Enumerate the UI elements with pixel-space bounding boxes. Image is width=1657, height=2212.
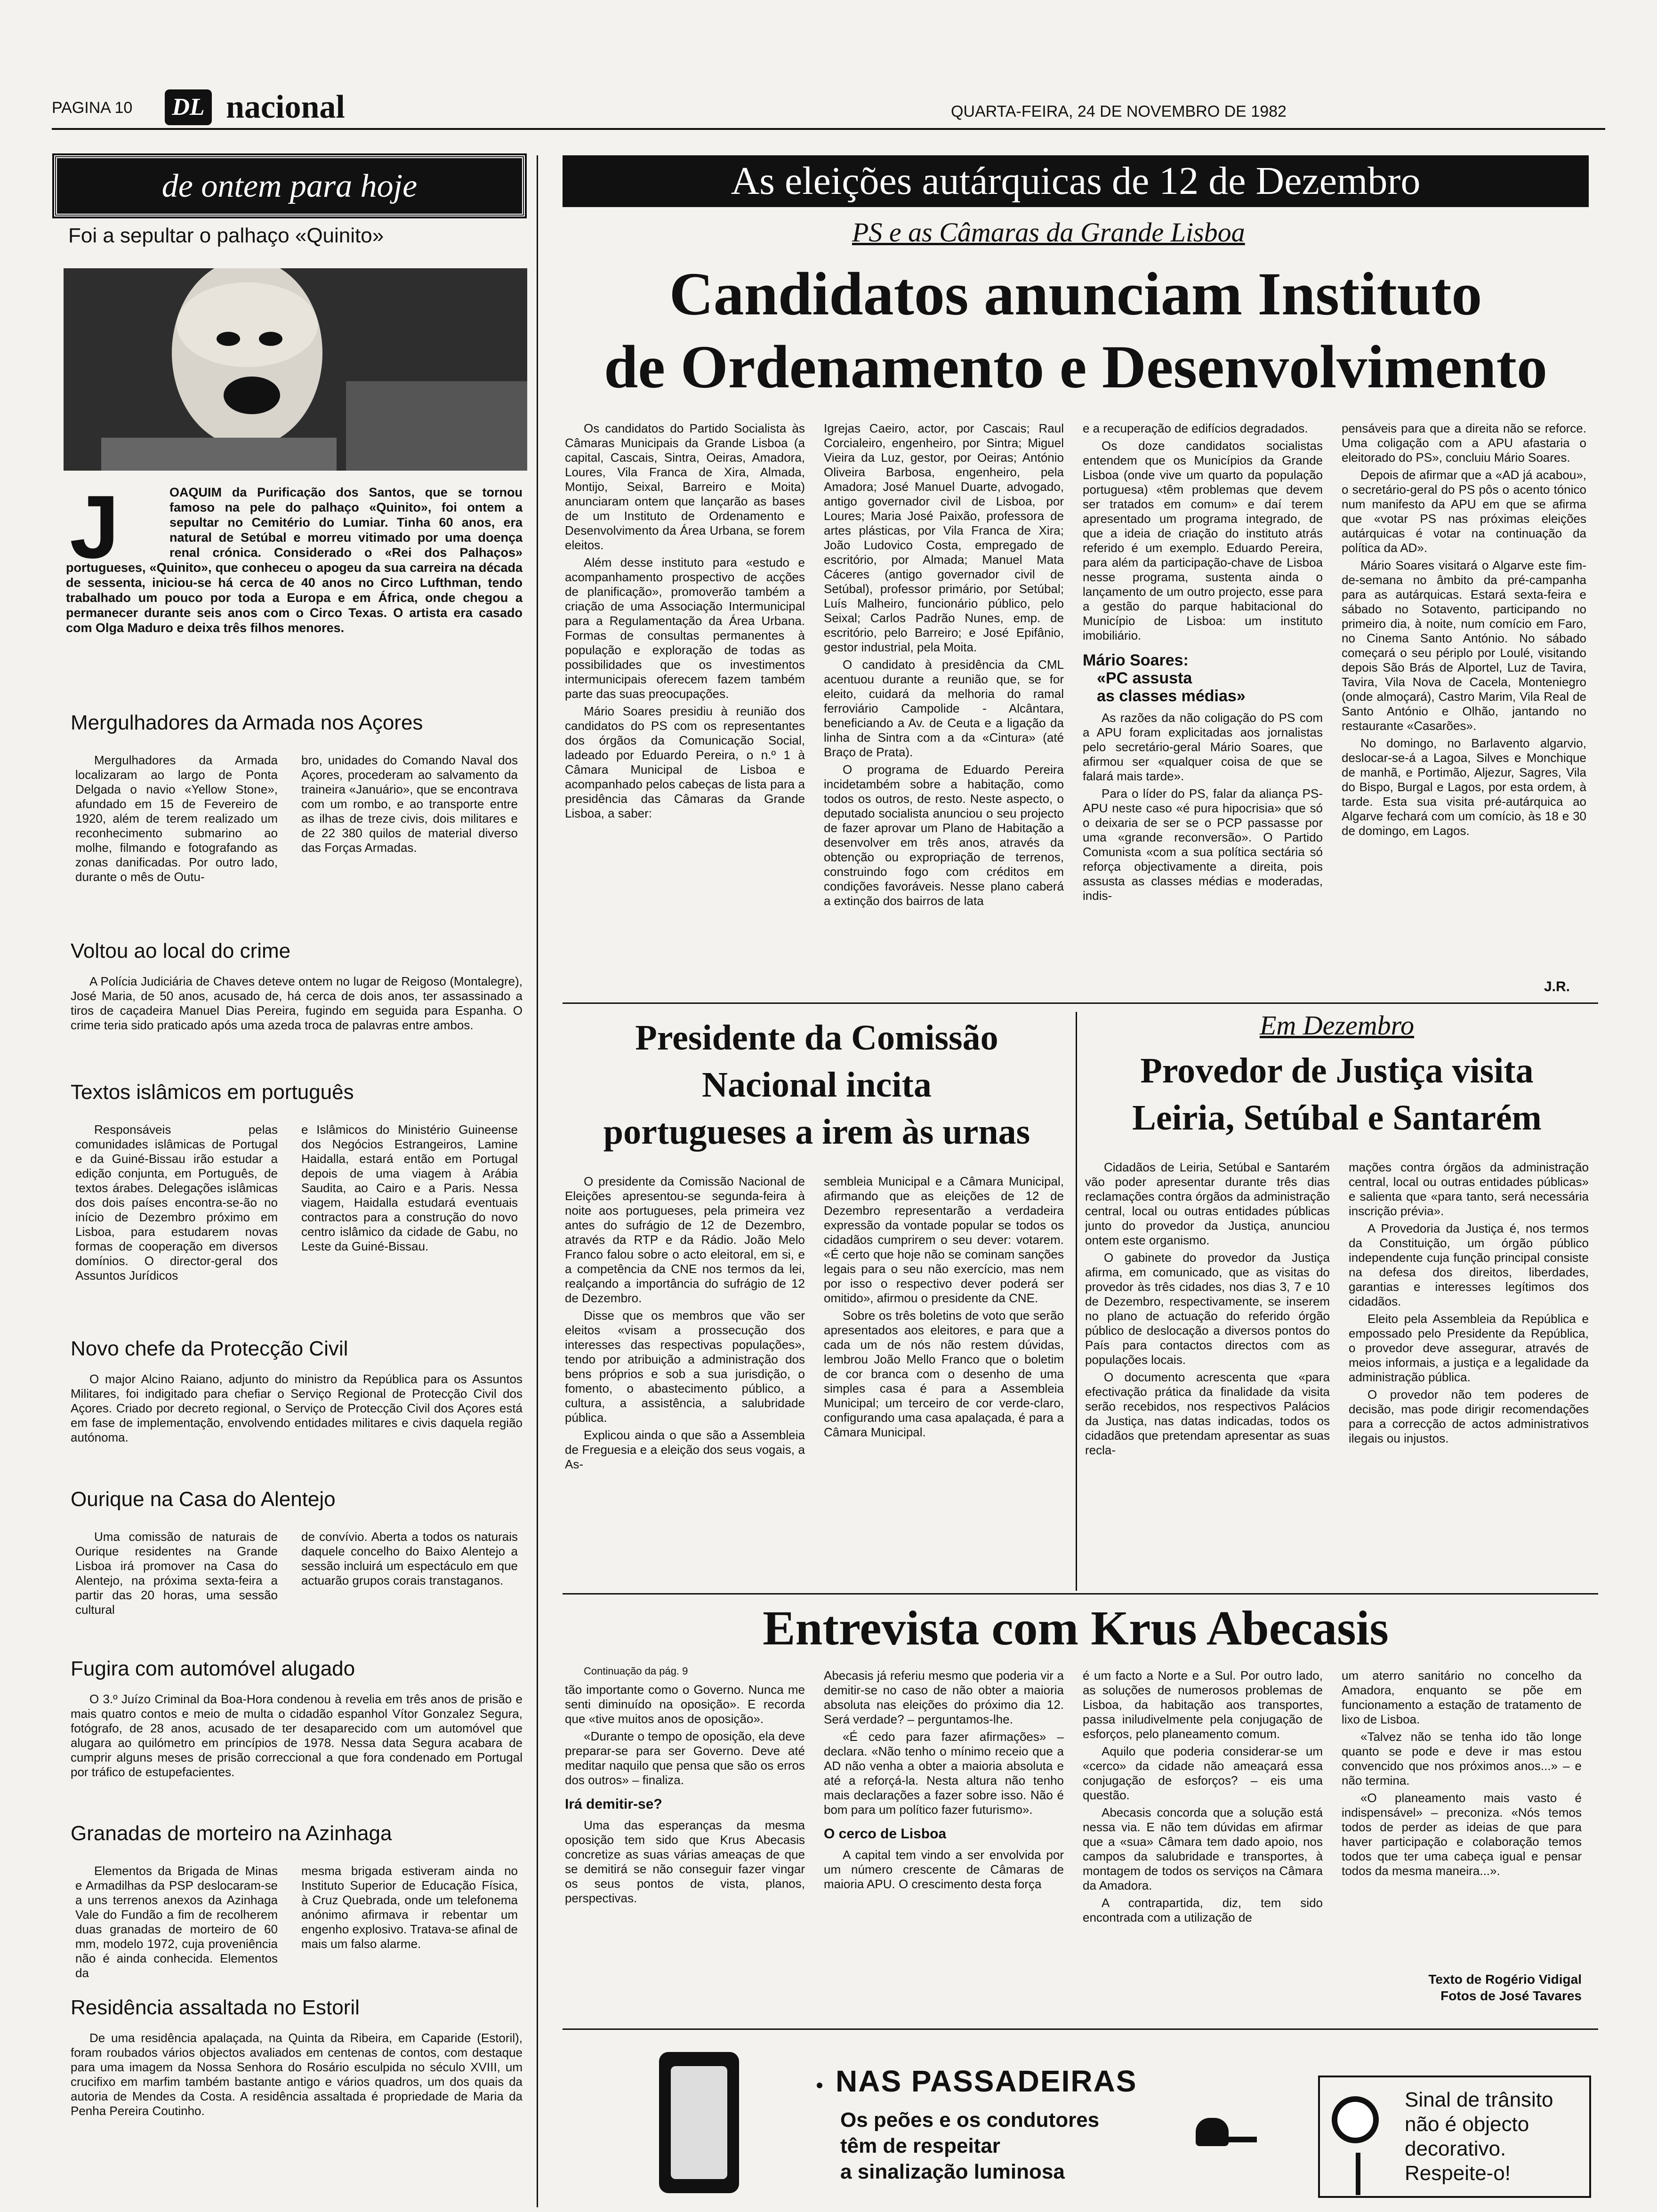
mortar-title: Granadas de morteiro na Azinhaga: [71, 1822, 392, 1845]
ad-line3: a sinalização luminosa: [840, 2160, 1065, 2183]
divers-title: Mergulhadores da Armada nos Açores: [71, 711, 423, 734]
interview-headline: Entrevista com Krus Abecasis: [763, 1601, 1389, 1655]
main-col1: Os candidatos do Partido Socialista às Câmaras Municipais da Grande Lisboa (a capital, Cascais, Sintra, Oeiras, Amadora, Loures, Vila Franca de Xira, Almada, Montijo, Seixal, Barreiro e Moita) anunciaram ontem que lançarão as bases de um Instituto de Ordenamento e Desenvolvimento da Área Urbana, se forem eleitos. Além desse instituto para «estudo e acompanhamento prospectivo de acções de planificação», promoverão também a criação de uma Associação Intermunicipal para a Regulamentação da Área Urbana. Formas de consultas permanentes à população e exploração de todas as possibilidades que os investimentos intermunicipais oferecem fazem também parte das suas preocupações. Mário Soares presidiu à reunião dos candidatos do PS com os representantes dos órgãos da Comunicação Social, ladeado por Eduardo Pereira, o n.º 1 à Câmara Municipal de Lisboa e acompanhado pelos cabeças de lista para a presidência das Câmaras da Grande Lisboa, a saber:: [565, 421, 805, 820]
president-col2: sembleia Municipal e a Câmara Municipal, afirmando que as eleições de 12 de Dezembro representarão a verdadeira expressão da vontade popular se todos os cidadãos cumprirem o seu dever: votarem. «É certo que hoje não se cominam sanções legais para o seu não exercício, mas nem por isso o respectivo dever poderá ser omitido», afirmou o presidente da CNE. Sobre os três boletins de voto que serão apresentados aos eleitores, e para que a cada um de nós não restem dúvidas, lembrou João Mello Franco que o boletim de cor branca com o desenho de uma simples casa é para a Assembleia Municipal; um terceiro de cor verde-claro, configurando uma casa apalaçada, é para a Câmara Municipal.: [824, 1174, 1064, 1439]
main-headline-1: Candidatos anunciam Instituto: [669, 260, 1482, 328]
civil-protection-title: Novo chefe da Protecção Civil: [71, 1337, 348, 1360]
traffic-sign-box: [1318, 2076, 1591, 2198]
quinito-title: Foi a sepultar o palhaço «Quinito»: [68, 224, 384, 247]
ourique-title: Ourique na Casa do Alentejo: [71, 1488, 336, 1511]
ad-pedestrian-logo-icon: [1191, 2104, 1257, 2156]
interview-credit-photos: Fotos de José Tavares: [1440, 1988, 1582, 2003]
main-headline-2: de Ordenamento e Desenvolvimento: [604, 333, 1547, 401]
traffic-sign-text: Sinal de trânsito não é objecto decorativo. Respeite-o!: [1405, 2088, 1553, 2185]
provedor-col1: Cidadãos de Leiria, Setúbal e Santarém vão poder apresentar durante três dias reclamações contra órgãos da administração central, local ou outras entidades públicas junto do provedor da Justiça, anunciou ontem este organismo. O gabinete do provedor da Justiça afirma, em comunicado, que as visitas do provedor às três cidades, nos dias 3, 7 e 10 de Dezembro, respectivamente, se inserem no plano de actuação do referido órgão público de deslocação a diversos pontos do País para contactos directos com as populações locais. O documento acrescenta que «para efectivação prática da finalidade da visita serão recebidos, nos respectivos Palácios da Justiça, nas datas indicadas, todos os cidadãos que pretendam apresentar as suas recla-: [1085, 1160, 1330, 1457]
mortar-col2: mesma brigada estiveram ainda no Instituto Superior de Educação Física, à Cruz Quebrada, onde um telefonema anónimo afirmava ir rebentar um engenho explosivo. Tratava-se afinal de mais um falso alarme.: [301, 1864, 518, 1951]
ad-line1: Os peões e os condutores: [840, 2108, 1100, 2132]
main-signature: J.R.: [1544, 979, 1570, 994]
divers-col1: Mergulhadores da Armada localizaram ao largo de Ponta Delgada o navio «Yellow Stone», afundado em 15 de Fevereiro de 1920, além de terem realizado um reconhecimento submarino ao molhe, filmando e fotografando as zonas danificadas. Por outro lado, durante o mês de Outu-: [75, 753, 278, 884]
car-text: O 3.º Juízo Criminal da Boa-Hora condenou à revelia em três anos de prisão e mais quatro contos e meio de multa o cidadão espanhol Vítor Gonzalez Segura, fotógrafo, de 28 anos, acusado de ter desaparecido com um automóvel que alugara ao quilómetro em princípios de 1978. Nessa data Segura acabara de cumprir alguns meses de prisão correccional a que fora condenado em Portugal por tráfico de estupefacientes.: [71, 1692, 523, 1779]
interview-col1: tão importante como o Governo. Nunca me senti diminuído na oposição». E recorda que «tive muitos anos de oposição». «Durante o tempo de oposição, ela deve preparar-se para ser Governo. Deve até meditar naquilo que pensa que são os erros dos outros» – finaliza. Irá demitir-se? Uma das esperanças da mesma oposição tem sido que Krus Abecasis concretize as suas várias ameaças de que se demitirá se não conseguir fazer vingar os seus pontos de vista, planos, perspectivas.: [565, 1683, 805, 1905]
main-kicker: PS e as Câmaras da Grande Lisboa: [852, 217, 1245, 248]
ourique-col1: Uma comissão de naturais de Ourique residentes na Grande Lisboa irá promover na Casa do Alentejo, na próxima sexta-feira a partir das 20 horas, uma sessão cultural: [75, 1530, 278, 1617]
interview-subhead-cerco: O cerco de Lisboa: [824, 1826, 947, 1842]
ourique-col2: de convívio. Aberta a todos os naturais daquele concelho do Baixo Alentejo a sessão incluirá um espectáculo em que actuarão grupos corais transtaganos.: [301, 1530, 518, 1587]
soares-subhead: Mário Soares: «PC assusta as classes médias»: [1083, 651, 1246, 705]
interview-col2: Abecasis já referiu mesmo que poderia vir a demitir-se no caso de não obter a maioria absoluta nas eleições do próximo dia 12. Será verdade? – perguntamos-lhe. «É cedo para fazer afirmações» – declara. «Não tenho o mínimo receio que a AD não venha a obter a maioria absoluta e até a reforçá-la. Nesta altura não tenho mais declarações a fazer sobre isso. Não é bom para um político fazer futurismo». O cerco de Lisboa A capital tem vindo a ser envolvida por um número crescente de Câmaras de maioria APU. O crescimento desta força: [824, 1668, 1064, 1891]
president-divider: [1076, 1012, 1077, 1591]
traffic-sign-post: [1356, 2153, 1360, 2195]
main-col4: pensáveis para que a direita não se reforce. Uma coligação com a APU afastaria o eleitorado do PS», concluiu Mário Soares. Depois de afirmar que a «AD já acabou», o secretário-geral do PS pôs o acento tónico num manifesto da APU em que se afirma que «votar PS nas próximas eleições autárquicas é votar na continuação da política da AD». Mário Soares visitará o Algarve este fim-de-semana no âmbito da pré-campanha para as autárquicas. Estará sexta-feira e sábado no Sotavento, participando no primeiro dia, à noite, num comício em Faro, no Cinema Santo António. No sábado começará o seu périplo por Loulé, visitando depois São Brás de Alportel, Luz de Tavira, Tavira, Vila Nova de Cacela, Monteniegro (onde almoçará), Castro Marim, Vila Real de Santo António e Olhão, jantando no restaurante «Casarões». No domingo, no Barlavento algarvio, deslocar-se-á a Lagoa, Silves e Monchique de manhã, e Portimão, Aljezur, Sagres, Vila do Bispo, Burgal e Lagos, por esta ordem, à tarde. Esta sua visita pré-autárquica ao Algarve fechará com um comício, às 18 e 30 de domingo, em Lagos.: [1342, 421, 1586, 838]
traffic-sign-icon: [1332, 2096, 1379, 2143]
civil-protection-text: O major Alcino Raiano, adjunto do ministro da República para os Assuntos Militares, foi indigitado para chefiar o Serviço Regional de Protecção Civil dos Açores. Criado por decreto regional, o Serviço de Protecção Civil dos Açores está em fase de implementação, envolvendo entidades militares e civis daquela região autónoma.: [71, 1372, 523, 1444]
masthead: [52, 89, 1605, 132]
main-col3: e a recuperação de edifícios degradados. Os doze candidatos socialistas entendem que os Municípios da Grande Lisboa (onde vive um quarto da população portuguesa) «têm problemas que devem ser tratados em comum» e daí terem apresentado um programa integrado, de que a ideia de criação do instituto atrás referido é um exemplo. Eduardo Pereira, para além da participação-chave de Lisboa nesse programa, sustenta ainda o lançamento de um outro projecto, esse para a gestão do parque habitacional do Município de Lisboa: um instituto imobiliário. Mário Soares: «PC assusta as classes médias» As razões da não coligação do PS com a APU foram explicitadas aos jornalistas pelo secretário-geral Mário Soares, que afirmou ser «qualquer coisa de que se falará mais tarde». Para o líder do PS, falar da aliança PS-APU neste caso «é pura hipocrisia» que só o deixaria de ser se o PCP passasse por uma «grande reconversão». O Partido Comunista «com a sua política sectária só reforça objectivamente a direita, pois assusta as classes médias e moderadas, indis-: [1083, 421, 1323, 903]
provedor-headline: Provedor de Justiça visita Leiria, Setúbal e Santarém: [1132, 1051, 1542, 1138]
page-number: PAGINA 10: [52, 99, 133, 117]
interview-credit-text: Texto de Rogério Vidigal: [1428, 1972, 1582, 1987]
president-headline: Presidente da Comissão Nacional incita portugueses a irem às urnas: [603, 1018, 1030, 1152]
ad-top-rule: [563, 2028, 1598, 2030]
clown-photo: [64, 268, 527, 471]
estoril-text: De uma residência apalaçada, na Quinta da Ribeira, em Caparide (Estoril), foram roubados vários objectos avaliados em centenas de contos, com destaque para uma imagem da Nossa Senhora do Rosário esculpida no século XVIII, um crucifixo em marfim também bastante antigo e vários quadros, um dos quais da autoria de Mendes da Costa. A residência assaltada é propriedade de Maria da Penha Pereira Coutinho.: [71, 2031, 523, 2118]
masthead-rule: [52, 128, 1605, 130]
islamic-title: Textos islâmicos em português: [71, 1081, 354, 1104]
provedor-kicker: Em Dezembro: [1259, 1010, 1415, 1041]
walking-figure-icon: [671, 2066, 727, 2179]
interview-continued: Continuação da pág. 9: [584, 1665, 688, 1677]
ad-line2: têm de respeitar: [840, 2134, 1000, 2157]
quinito-text: OAQUIM da Purificação dos Santos, que se tornou famoso na pele do palhaço «Quinito», foi ontem a sepultar no Cemitério do Lumiar. Tinha 60 anos, era natural de Setúbal e morreu vitimado por uma doença renal crónica. Considerado o «Rei dos Palhaços» portugueses, «Quinito», que conheceu o apogeu da sua carreira na década de sessenta, iniciou-se há cerca de 40 anos no Circo Lufthman, tendo trabalhado um pouco por toda a Europa e em África, onde chegou a permanecer durante seis anos com o Circo Texas. O artista era casado com Olga Maduro e deixa três filhos menores.: [66, 485, 523, 635]
crime-title: Voltou ao local do crime: [71, 939, 291, 962]
elections-banner: As eleições autárquicas de 12 de Dezembro: [563, 155, 1589, 207]
mortar-col1: Elementos da Brigada de Minas e Armadilhas da PSP deslocaram-se a uns terrenos anexos da Azinhaga Vale do Fundão a fim de recolherem duas granadas de morteiro de 60 mm, modelo 1972, cuja proveniência não é ainda conhecida. Elementos da: [75, 1864, 278, 1980]
car-title: Fugira com automóvel alugado: [71, 1657, 355, 1680]
interview-col3: é um facto a Norte e a Sul. Por outro lado, as soluções de numerosos problemas de Lisboa, da habitação aos transportes, passa iniludivelmente pela conjugação de esforços, pelo planeamento comum. Aquilo que poderia considerar-se um «cerco» da cidade não ameaçará essa conjugação de esforços? – eis uma questão. Abecasis concorda que a solução está nessa via. E não tem dúvidas em afirmar que a «sua» Câmara tem dado apoio, nos campos da salubridade e transportes, à montagem de todos os serviços na Câmara da Amadora. A contrapartida, diz, tem sido encontrada com a utilização de: [1083, 1668, 1323, 1924]
sidebar-banner: de ontem para hoje: [54, 155, 525, 216]
provedor-col2: mações contra órgãos da administração central, local ou outras entidades públicas» e salienta que «para tanto, será necessária inscrição prévia». A Provedoria da Justiça é, nos termos da Constituição, um órgão público independente cuja função principal consiste na defesa dos direitos, liberdades, garantias e interesses legítimos dos cidadãos. Eleito pela Assembleia da República e empossado pelo Presidente da República, o provedor deve assegurar, através de meios informais, a justiça e a legalidade da administração pública. O provedor não tem poderes de decisão, mas pode dirigir recomendações para a correcção de actos administrativos ilegais ou injustos.: [1349, 1160, 1589, 1445]
interview-subhead-demitir: Irá demitir-se?: [565, 1796, 662, 1812]
interview-top-rule: [563, 1593, 1598, 1595]
sidebar-right-rule: [537, 155, 538, 2207]
newspaper-logo: DL: [165, 89, 212, 125]
president-col1: O presidente da Comissão Nacional de Eleições apresentou-se segunda-feira à noite aos portugueses, pela primeira vez antes do sufrágio de 12 de Dezembro, através da RTP e da Rádio. João Melo Franco falou sobre o acto eleitoral, em si, e a competência da CNE nos termos da lei, realçando a importância do sufrágio de 12 de Dezembro. Disse que os membros que vão ser eleitos «visam a prossecução dos interesses das respectivas populações», tendo por atribuição a administração dos bens próprios e sob a sua jurisdição, o fomento, o abastecimento público, a cultura, a assistência, a salubridade pública. Explicou ainda o que são a Assembleia de Freguesia e a eleição dos seus vogais, a As-: [565, 1174, 805, 1471]
divers-col2: bro, unidades do Comando Naval dos Açores, procederam ao salvamento da traineira «Januário», que se encontrava com um rombo, e ao transporte entre as ilhas de treze civis, dois militares e de 22 380 quilos de material diverso das Forças Armadas.: [301, 753, 518, 855]
estoril-title: Residência assaltada no Estoril: [71, 1996, 360, 2019]
crime-text: A Polícia Judiciária de Chaves deteve ontem no lugar de Reigoso (Montalegre), José Maria, de 50 anos, acusado de, há cerca de dois anos, ter assassinado a tiros de caçadeira Manuel Dias Pereira, fugindo em seguida para Espanha. O crime teria sido praticado após uma azeda troca de palavras entre ambos.: [71, 974, 523, 1032]
ad-traffic-light: [659, 2052, 739, 2193]
ad-title: NAS PASSADEIRAS: [836, 2064, 1137, 2098]
interview-col4: um aterro sanitário no concelho da Amadora, enquanto se põe em funcionamento a estação de tratamento de lixo de Lisboa. «Talvez não se tenha ido tão longe quanto se pode e deve ir mas estou convencido que nos próximos anos...» – e não termina. «O planeamento mais vasto é indispensável» – preconiza. «Nós temos todos de perder as ideias de que para haver participação e colaboração temos todos que ter uma cabeça igual e pensar todos da mesma maneira...».: [1342, 1668, 1582, 1878]
main-col2: Igrejas Caeiro, actor, por Cascais; Raul Corcialeiro, engenheiro, por Sintra; Miguel Vieira da Luz, gestor, por Oeiras; António Oliveira Barbosa, engenheiro, pela Amadora; José Manuel Duarte, advogado, antigo governador civil de Lisboa, por Loures; Maria José Paixão, professora de artes plásticas, por Vila Franca de Xira; João Ludovico Costa, empregado de escritório, por Almada; Manuel Mata Cáceres (antigo governador civil de Setúbal), professor primário, por Setúbal; Luís Malheiro, funcionário público, pelo Seixal; Carlos Padrão Nunes, emp. de escritório, pelo Barreiro; e José Epifânio, gestor industrial, pela Moita. O candidato à presidência da CML acentuou durante a reunião que, se for eleito, cuidará da melhoria do ramal ferroviário Campolide - Alcântara, beneficiando a Av. de Ceuta e a ligação da linha de Sintra com a da «Cintura» (até Braço de Prata). O programa de Eduardo Pereira incidetambém sobre a habitação, como todos os outros, de resto. Neste aspecto, o deputado socialista anunciou o seu projecto de fazer aprovar um Plano de Habitação a desenvolver em três anos, através da obtenção ou expropriação de terrenos, construindo fogo com créditos em condições favoráveis. Nesse plano caberá a extinção dos bairros de lata: [824, 421, 1064, 908]
section-name: nacional: [226, 89, 345, 125]
islamic-col2: e Islâmicos do Ministério Guineense dos Negócios Estrangeiros, Lamine Haidalla, estará então em Portugal depois de uma viagem à Arábia Saudita, ao Cairo e a Paris. Nessa viagem, Haidalla estudará eventuais contractos para a construção do novo centro islâmico da cidade de Gabu, no Leste da Guiné-Bissau.: [301, 1122, 518, 1253]
quinito-dropcap: J: [70, 477, 120, 577]
islamic-col1: Responsáveis pelas comunidades islâmicas de Portugal e da Guiné-Bissau irão estudar a edição conjunta, em Português, de textos árabes. Delegações islâmicas dos dois países encontra-se-ão no início de Dezembro próximo em Lisboa, para estudarem novas formas de cooperação em diversos domínios. O director-geral dos Assuntos Jurídicos: [75, 1122, 278, 1282]
main-bottom-rule: [563, 1002, 1598, 1004]
issue-date: QUARTA-FEIRA, 24 DE NOVEMBRO DE 1982: [951, 103, 1287, 120]
ad-bullet: [817, 2083, 822, 2088]
